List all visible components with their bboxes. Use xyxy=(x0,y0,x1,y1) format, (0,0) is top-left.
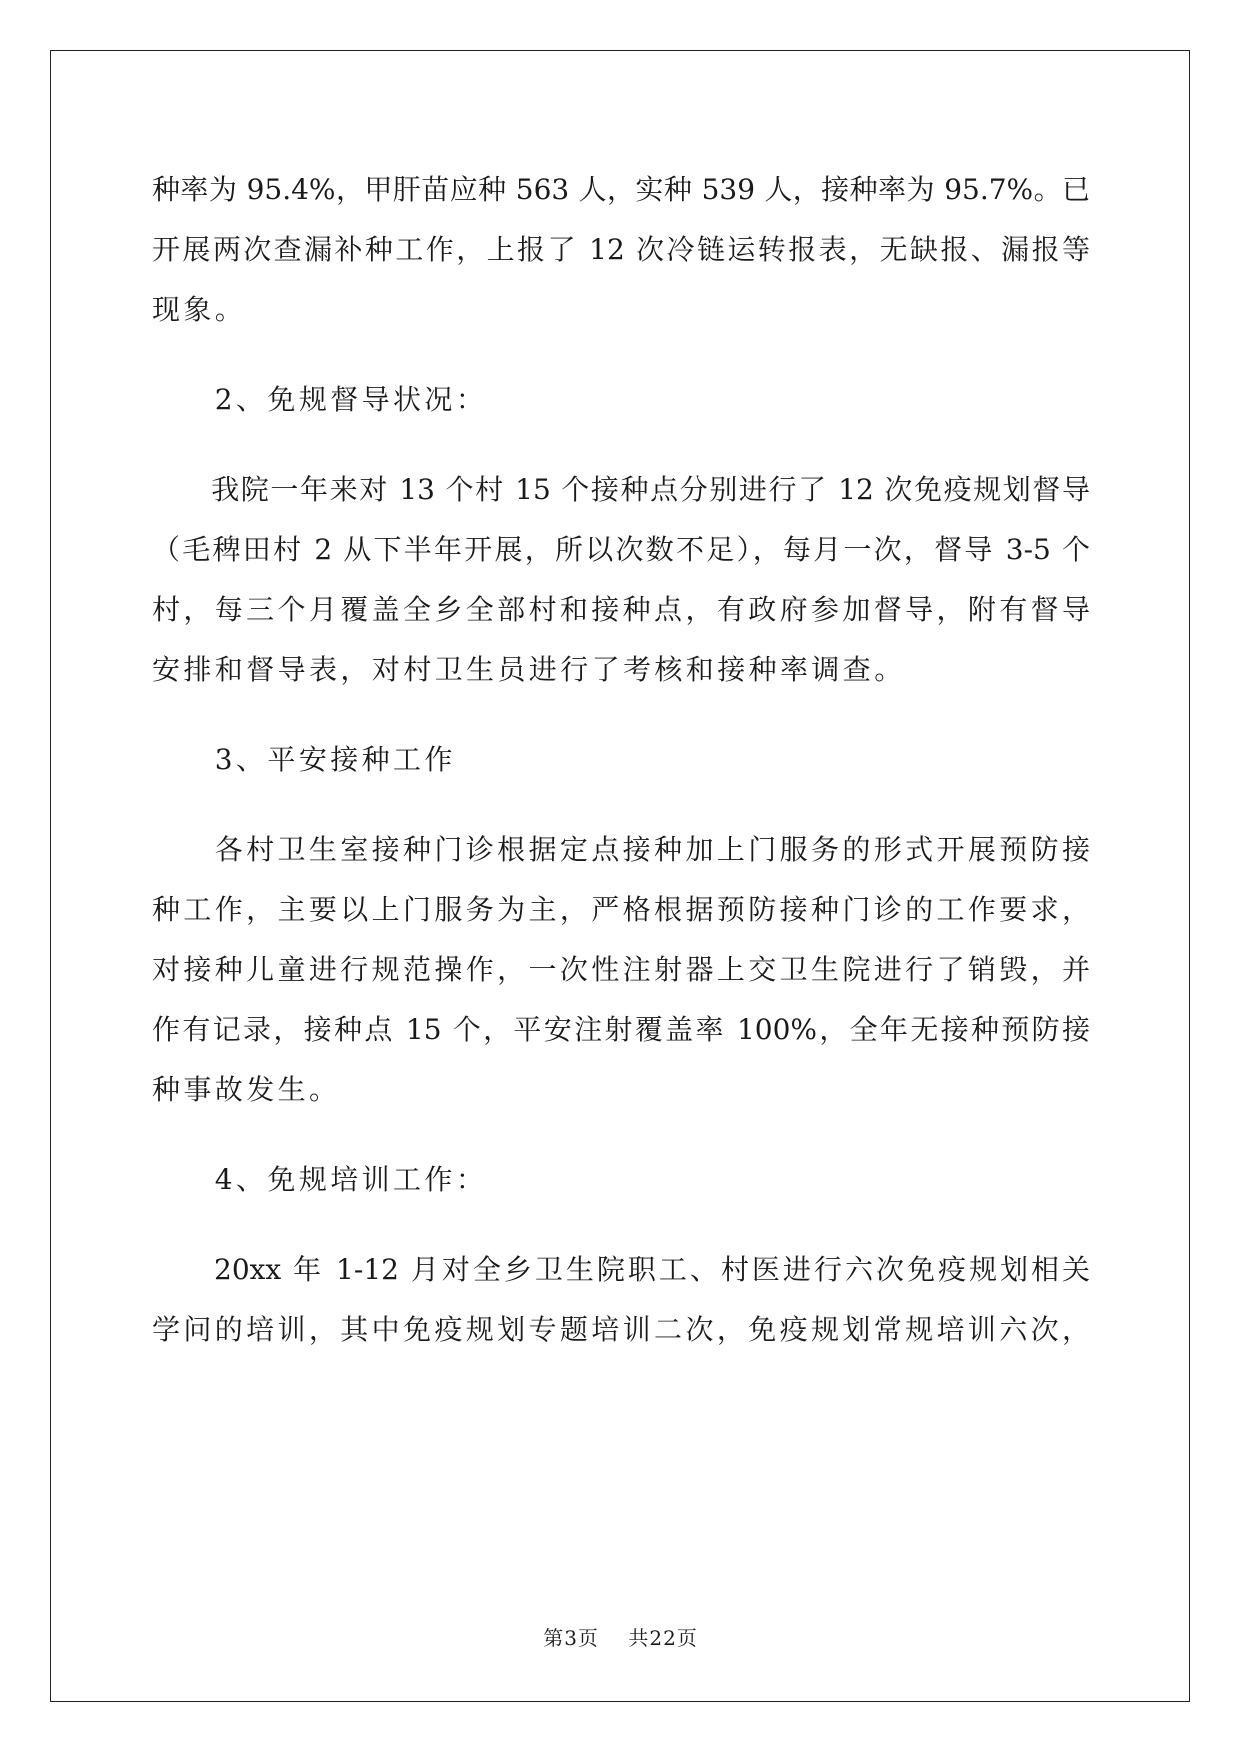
section-heading-training xyxy=(152,1150,1090,1210)
footer-total-suffix: 页 xyxy=(676,1626,698,1650)
footer-total-prefix: 共 xyxy=(628,1626,650,1650)
text-line: 开展两次查漏补种工作，上报了 12 次冷链运转报表，无缺报、漏报等 xyxy=(152,233,1090,266)
footer-page-suffix: 页 xyxy=(577,1626,599,1650)
text-line: 20xx 年 1-12 月对全乡卫生院职工、村医进行六次免疫规划相关 xyxy=(152,1253,1090,1286)
section-heading: 2、免规督导状况： xyxy=(152,383,488,416)
page-footer xyxy=(0,1622,1241,1651)
section-heading-supervision xyxy=(152,370,1090,430)
text-line: 学问的培训，其中免疫规划专题培训二次，免疫规划常规培训六次， xyxy=(152,1313,1090,1346)
text-line: 安排和督导表，对村卫生员进行了考核和接种率调查。 xyxy=(152,653,906,686)
text-line: 种事故发生。 xyxy=(152,1073,341,1106)
text-line: 种工作，主要以上门服务为主，严格根据预防接种门诊的工作要求， xyxy=(152,893,1090,926)
footer-page-number: 3 xyxy=(564,1626,578,1650)
footer-page-prefix: 第 xyxy=(543,1626,565,1650)
text-line: 各村卫生室接种门诊根据定点接种加上门服务的形式开展预防接 xyxy=(152,833,1090,866)
section-heading: 4、免规培训工作： xyxy=(152,1163,488,1196)
paragraph-training xyxy=(152,1240,1090,1360)
text-line: 对接种儿童进行规范操作，一次性注射器上交卫生院进行了销毁，并 xyxy=(152,953,1090,986)
paragraph-vaccination-rates xyxy=(152,160,1090,340)
text-line: 现象。 xyxy=(152,293,247,326)
text-line: 村，每三个月覆盖全乡全部村和接种点，有政府参加督导，附有督导 xyxy=(152,593,1090,626)
text-line: 作有记录，接种点 15 个，平安注射覆盖率 100%，全年无接种预防接 xyxy=(152,1013,1090,1046)
text-line: 种率为 95.4%，甲肝苗应种 563 人，实种 539 人，接种率为 95.7%。已 xyxy=(152,173,1090,206)
section-heading-safe-vaccination xyxy=(152,730,1090,790)
footer-total-pages: 22 xyxy=(649,1626,677,1650)
paragraph-safe-vaccination xyxy=(152,820,1090,1120)
section-heading: 3、平安接种工作 xyxy=(152,743,456,776)
document-body xyxy=(152,160,1090,1360)
paragraph-supervision xyxy=(152,460,1090,700)
text-line: 我院一年来对 13 个村 15 个接种点分别进行了 12 次免疫规划督导 xyxy=(152,473,1090,506)
text-line: （毛稗田村 2 从下半年开展，所以次数不足），每月一次，督导 3-5 个 xyxy=(152,533,1090,566)
